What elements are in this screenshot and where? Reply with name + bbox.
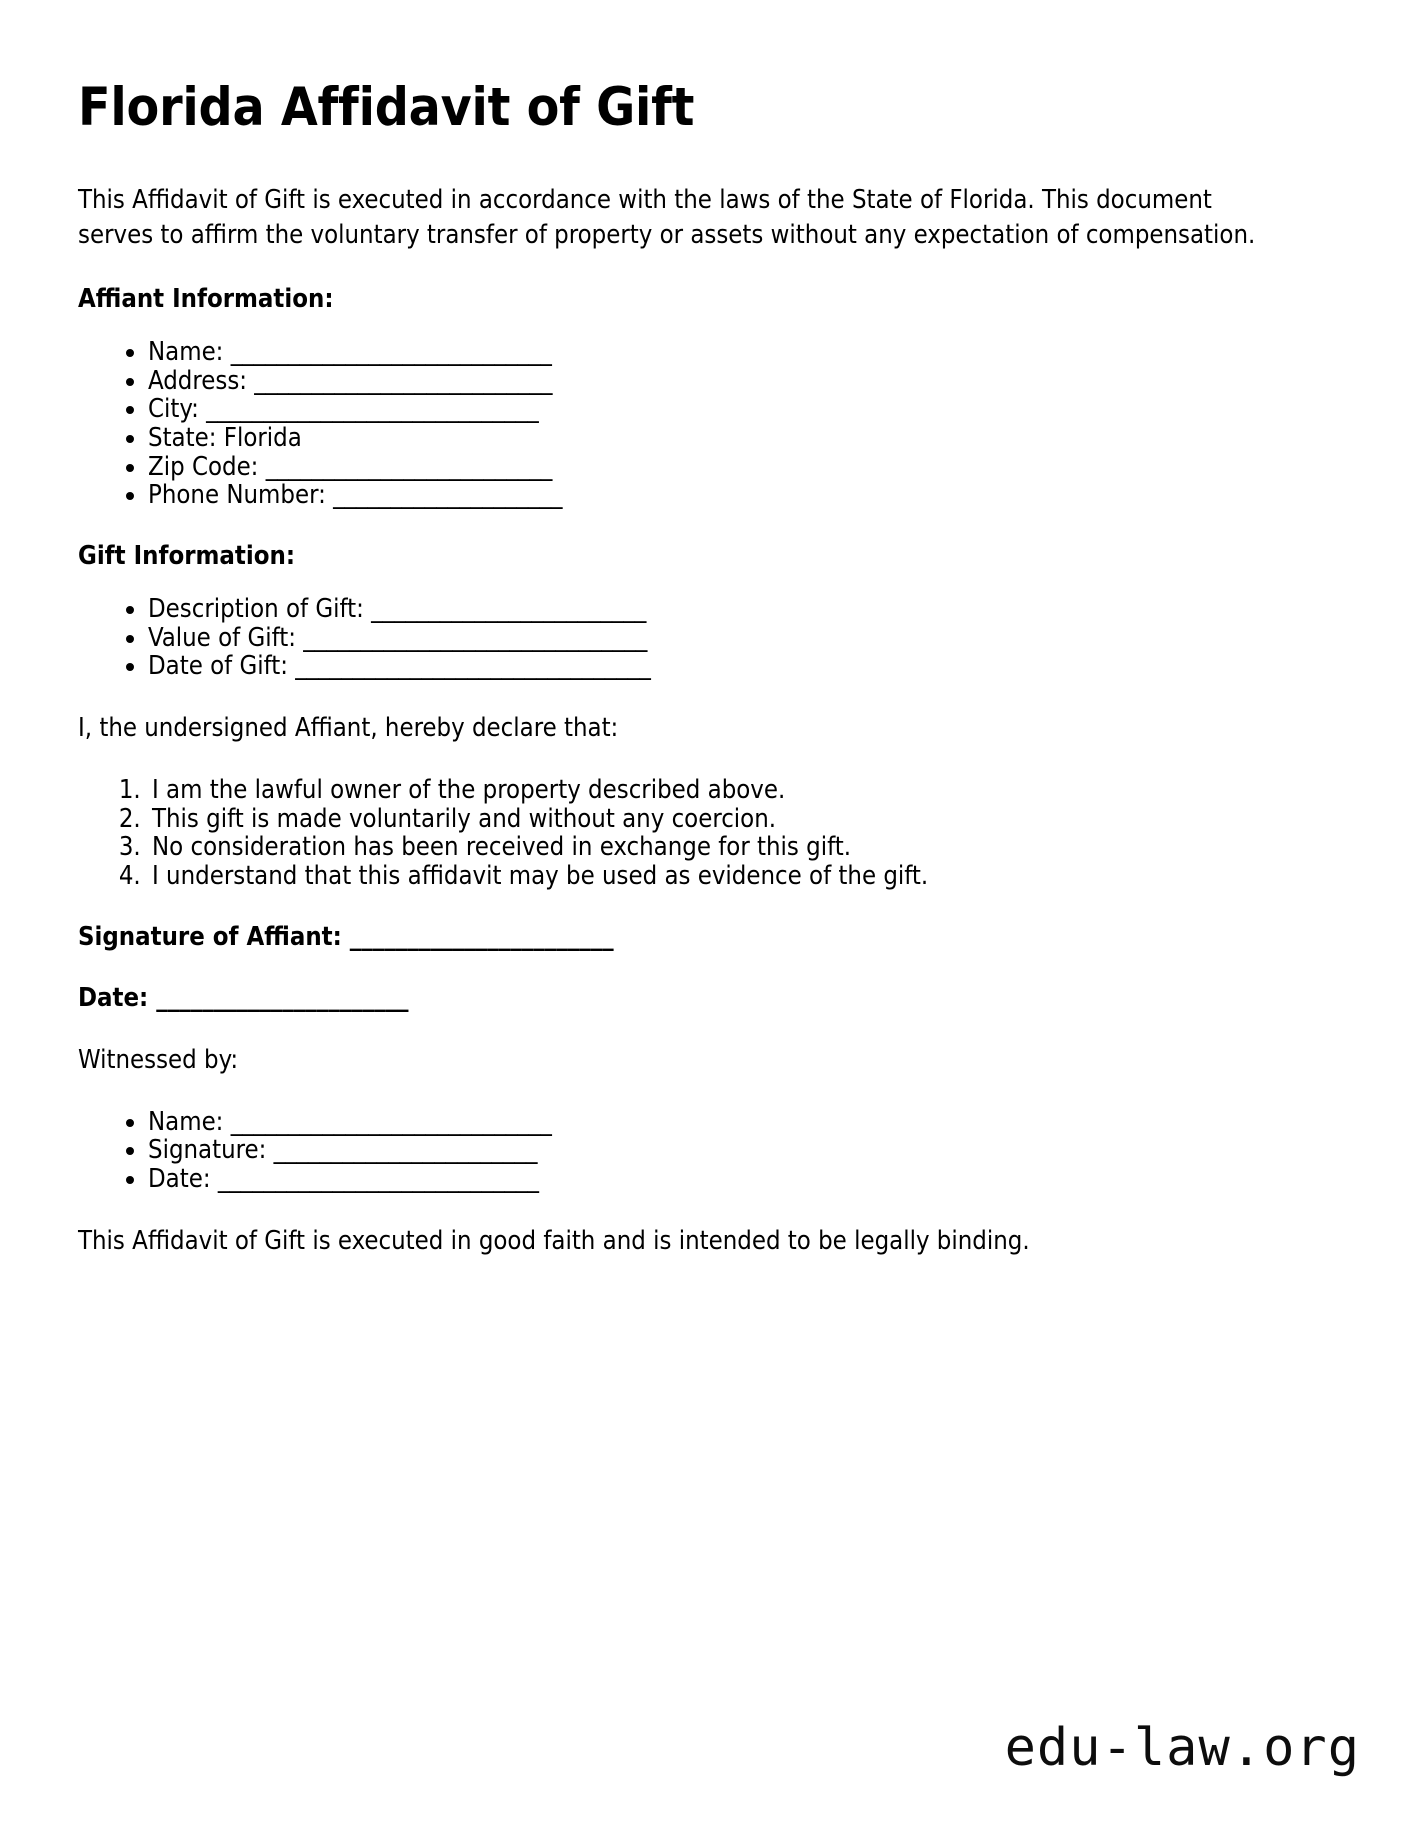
list-item	[148, 424, 1298, 453]
list-item	[148, 624, 1298, 653]
field-label: Address:	[148, 365, 247, 396]
signature-blank-line[interactable]: _______________________	[341, 921, 614, 952]
intro-paragraph: This Affidavit of Gift is executed in accordance with the laws of the State of Florida. This document serves to affirm the voluntary transfer of property or assets without any expectation of compensation.	[78, 185, 1256, 251]
list-item	[148, 338, 1298, 367]
field-label: Date:	[148, 1163, 211, 1194]
gift-fields-list	[78, 595, 1298, 681]
witness-fields-list	[78, 1108, 1298, 1194]
declarations-list	[78, 776, 1298, 891]
list-item	[148, 595, 1298, 624]
list-item	[148, 453, 1298, 482]
field-label: Zip Code:	[148, 451, 259, 482]
field-label: Value of Gift:	[148, 622, 296, 653]
page-title: Florida Affidavit of Gift	[78, 77, 695, 138]
field-label: Name:	[148, 336, 224, 367]
field-blank-line[interactable]: _____________________________	[198, 394, 539, 425]
date-blank-line[interactable]: ______________________	[148, 982, 409, 1013]
list-item	[148, 395, 1298, 424]
field-label: Name:	[148, 1106, 224, 1137]
signature-label: Signature of Affiant:	[78, 921, 342, 952]
field-blank-line[interactable]: _________________________	[258, 451, 553, 482]
field-label: State: Florida	[148, 422, 302, 453]
list-item: 4. I understand that this affidavit may be used as evidence of the gift.	[148, 862, 1298, 891]
field-label: Date of Gift:	[148, 651, 289, 682]
field-blank-line[interactable]: _______________________________	[288, 651, 651, 682]
field-label: City:	[148, 394, 199, 425]
list-item	[148, 1136, 1298, 1165]
field-blank-line[interactable]: ______________________________	[295, 622, 648, 653]
list-item: 3. No consideration has been received in exchange for this gift.	[148, 833, 1298, 862]
list-item: 1. I am the lawful owner of the property described above.	[148, 776, 1298, 805]
list-item	[148, 481, 1298, 510]
list-item: 2. This gift is made voluntarily and without any coercion.	[148, 805, 1298, 834]
list-item	[148, 1108, 1298, 1137]
field-label: Phone Number:	[148, 480, 326, 511]
signature-of-affiant-line	[78, 921, 1298, 954]
site-watermark: edu-law.org	[1004, 1718, 1360, 1778]
closing-paragraph: This Affidavit of Gift is executed in good faith and is intended to be legally binding.	[78, 1225, 1030, 1256]
witnessed-by-heading: Witnessed by:	[78, 1044, 239, 1075]
affiant-date-line	[78, 982, 1298, 1015]
list-item	[148, 652, 1298, 681]
list-item	[148, 367, 1298, 396]
field-blank-line[interactable]: ____________________	[325, 480, 563, 511]
gift-information-heading: Gift Information:	[78, 540, 296, 571]
field-blank-line[interactable]: ________________________	[363, 594, 647, 625]
affiant-information-heading: Affiant Information:	[78, 283, 334, 314]
field-blank-line[interactable]: _______________________	[266, 1135, 538, 1166]
field-blank-line[interactable]: __________________________	[247, 365, 553, 396]
field-blank-line[interactable]: ____________________________	[210, 1163, 539, 1194]
field-label: Signature:	[148, 1135, 267, 1166]
declaration-lead-in: I, the undersigned Affiant, hereby declare that:	[78, 713, 619, 744]
field-blank-line[interactable]: ____________________________	[223, 1106, 552, 1137]
date-label: Date:	[78, 982, 149, 1013]
list-item	[148, 1165, 1298, 1194]
field-blank-line[interactable]: ____________________________	[223, 336, 552, 367]
affiant-fields-list	[78, 338, 1298, 510]
field-label: Description of Gift:	[148, 594, 364, 625]
